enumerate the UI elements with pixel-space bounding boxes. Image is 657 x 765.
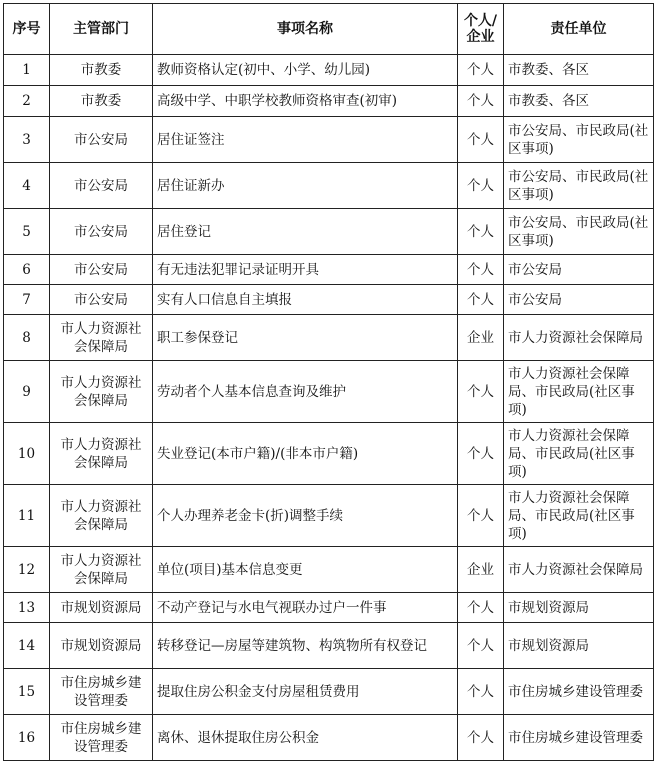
cell-no: 5 xyxy=(4,209,50,255)
table-row xyxy=(4,485,654,547)
cell-no: 13 xyxy=(4,593,50,623)
cell-name: 不动产登记与水电气视联办过户一件事 xyxy=(153,593,458,623)
header-type xyxy=(458,4,504,55)
responsibility-table-container xyxy=(3,3,653,761)
cell-type: 个人 xyxy=(458,86,504,117)
cell-dept: 市公安局 xyxy=(50,285,153,315)
table-row xyxy=(4,285,654,315)
cell-name: 有无违法犯罪记录证明开具 xyxy=(153,255,458,285)
header-type-line1: 个人/ xyxy=(463,12,498,29)
cell-unit: 市规划资源局 xyxy=(504,593,654,623)
table-row xyxy=(4,423,654,485)
table-row xyxy=(4,593,654,623)
cell-dept: 市教委 xyxy=(50,86,153,117)
header-name: 事项名称 xyxy=(153,4,458,55)
cell-unit: 市人力资源社会保障局 xyxy=(504,315,654,361)
cell-no: 7 xyxy=(4,285,50,315)
cell-name: 实有人口信息自主填报 xyxy=(153,285,458,315)
cell-unit: 市公安局 xyxy=(504,255,654,285)
cell-unit: 市教委、各区 xyxy=(504,55,654,86)
cell-no: 2 xyxy=(4,86,50,117)
cell-name: 个人办理养老金卡(折)调整手续 xyxy=(153,485,458,547)
cell-unit: 市公安局、市民政局(社区事项) xyxy=(504,209,654,255)
cell-no: 9 xyxy=(4,361,50,423)
cell-name: 居住登记 xyxy=(153,209,458,255)
cell-unit: 市公安局、市民政局(社区事项) xyxy=(504,117,654,163)
table-row xyxy=(4,209,654,255)
cell-type: 个人 xyxy=(458,255,504,285)
cell-name: 转移登记—房屋等建筑物、构筑物所有权登记 xyxy=(153,623,458,669)
cell-dept: 市住房城乡建设管理委 xyxy=(50,669,153,715)
cell-dept: 市人力资源社会保障局 xyxy=(50,485,153,547)
cell-dept: 市人力资源社会保障局 xyxy=(50,423,153,485)
table-row xyxy=(4,255,654,285)
cell-dept: 市人力资源社会保障局 xyxy=(50,315,153,361)
cell-name: 居住证签注 xyxy=(153,117,458,163)
table-row xyxy=(4,86,654,117)
cell-name: 失业登记(本市户籍)/(非本市户籍) xyxy=(153,423,458,485)
cell-unit: 市公安局、市民政局(社区事项) xyxy=(504,163,654,209)
cell-unit: 市公安局 xyxy=(504,285,654,315)
cell-no: 15 xyxy=(4,669,50,715)
cell-type: 个人 xyxy=(458,423,504,485)
cell-type: 个人 xyxy=(458,361,504,423)
cell-no: 1 xyxy=(4,55,50,86)
cell-type: 个人 xyxy=(458,593,504,623)
cell-type: 个人 xyxy=(458,163,504,209)
header-dept: 主管部门 xyxy=(50,4,153,55)
table-row xyxy=(4,163,654,209)
responsibility-table xyxy=(3,3,654,761)
cell-name: 高级中学、中职学校教师资格审查(初审) xyxy=(153,86,458,117)
cell-dept: 市公安局 xyxy=(50,163,153,209)
cell-no: 14 xyxy=(4,623,50,669)
table-row xyxy=(4,715,654,761)
cell-unit: 市教委、各区 xyxy=(504,86,654,117)
cell-no: 11 xyxy=(4,485,50,547)
table-row xyxy=(4,315,654,361)
cell-type: 个人 xyxy=(458,623,504,669)
cell-name: 教师资格认定(初中、小学、幼儿园) xyxy=(153,55,458,86)
header-type-line2: 企业 xyxy=(466,28,495,45)
cell-name: 提取住房公积金支付房屋租赁费用 xyxy=(153,669,458,715)
cell-dept: 市公安局 xyxy=(50,117,153,163)
cell-unit: 市规划资源局 xyxy=(504,623,654,669)
cell-type: 个人 xyxy=(458,485,504,547)
cell-type: 企业 xyxy=(458,315,504,361)
cell-type: 个人 xyxy=(458,55,504,86)
cell-name: 离休、退休提取住房公积金 xyxy=(153,715,458,761)
cell-dept: 市公安局 xyxy=(50,209,153,255)
cell-dept: 市规划资源局 xyxy=(50,623,153,669)
table-row xyxy=(4,669,654,715)
table-row xyxy=(4,623,654,669)
cell-no: 8 xyxy=(4,315,50,361)
table-row xyxy=(4,547,654,593)
cell-no: 12 xyxy=(4,547,50,593)
table-row xyxy=(4,55,654,86)
cell-dept: 市人力资源社会保障局 xyxy=(50,547,153,593)
cell-unit: 市人力资源社会保障局 xyxy=(504,547,654,593)
table-row xyxy=(4,117,654,163)
cell-dept: 市公安局 xyxy=(50,255,153,285)
cell-unit: 市人力资源社会保障局、市民政局(社区事项) xyxy=(504,361,654,423)
cell-unit: 市人力资源社会保障局、市民政局(社区事项) xyxy=(504,423,654,485)
cell-dept: 市教委 xyxy=(50,55,153,86)
cell-type: 个人 xyxy=(458,117,504,163)
cell-name: 劳动者个人基本信息查询及维护 xyxy=(153,361,458,423)
cell-type: 个人 xyxy=(458,285,504,315)
cell-unit: 市人力资源社会保障局、市民政局(社区事项) xyxy=(504,485,654,547)
cell-type: 个人 xyxy=(458,669,504,715)
cell-type: 个人 xyxy=(458,715,504,761)
cell-no: 16 xyxy=(4,715,50,761)
cell-no: 10 xyxy=(4,423,50,485)
cell-unit: 市住房城乡建设管理委 xyxy=(504,715,654,761)
cell-name: 职工参保登记 xyxy=(153,315,458,361)
cell-dept: 市人力资源社会保障局 xyxy=(50,361,153,423)
cell-name: 居住证新办 xyxy=(153,163,458,209)
cell-type: 企业 xyxy=(458,547,504,593)
cell-name: 单位(项目)基本信息变更 xyxy=(153,547,458,593)
table-row xyxy=(4,361,654,423)
cell-no: 6 xyxy=(4,255,50,285)
cell-no: 4 xyxy=(4,163,50,209)
table-header-row xyxy=(4,4,654,55)
cell-unit: 市住房城乡建设管理委 xyxy=(504,669,654,715)
header-unit: 责任单位 xyxy=(504,4,654,55)
cell-type: 个人 xyxy=(458,209,504,255)
cell-dept: 市规划资源局 xyxy=(50,593,153,623)
header-no: 序号 xyxy=(4,4,50,55)
cell-no: 3 xyxy=(4,117,50,163)
cell-dept: 市住房城乡建设管理委 xyxy=(50,715,153,761)
